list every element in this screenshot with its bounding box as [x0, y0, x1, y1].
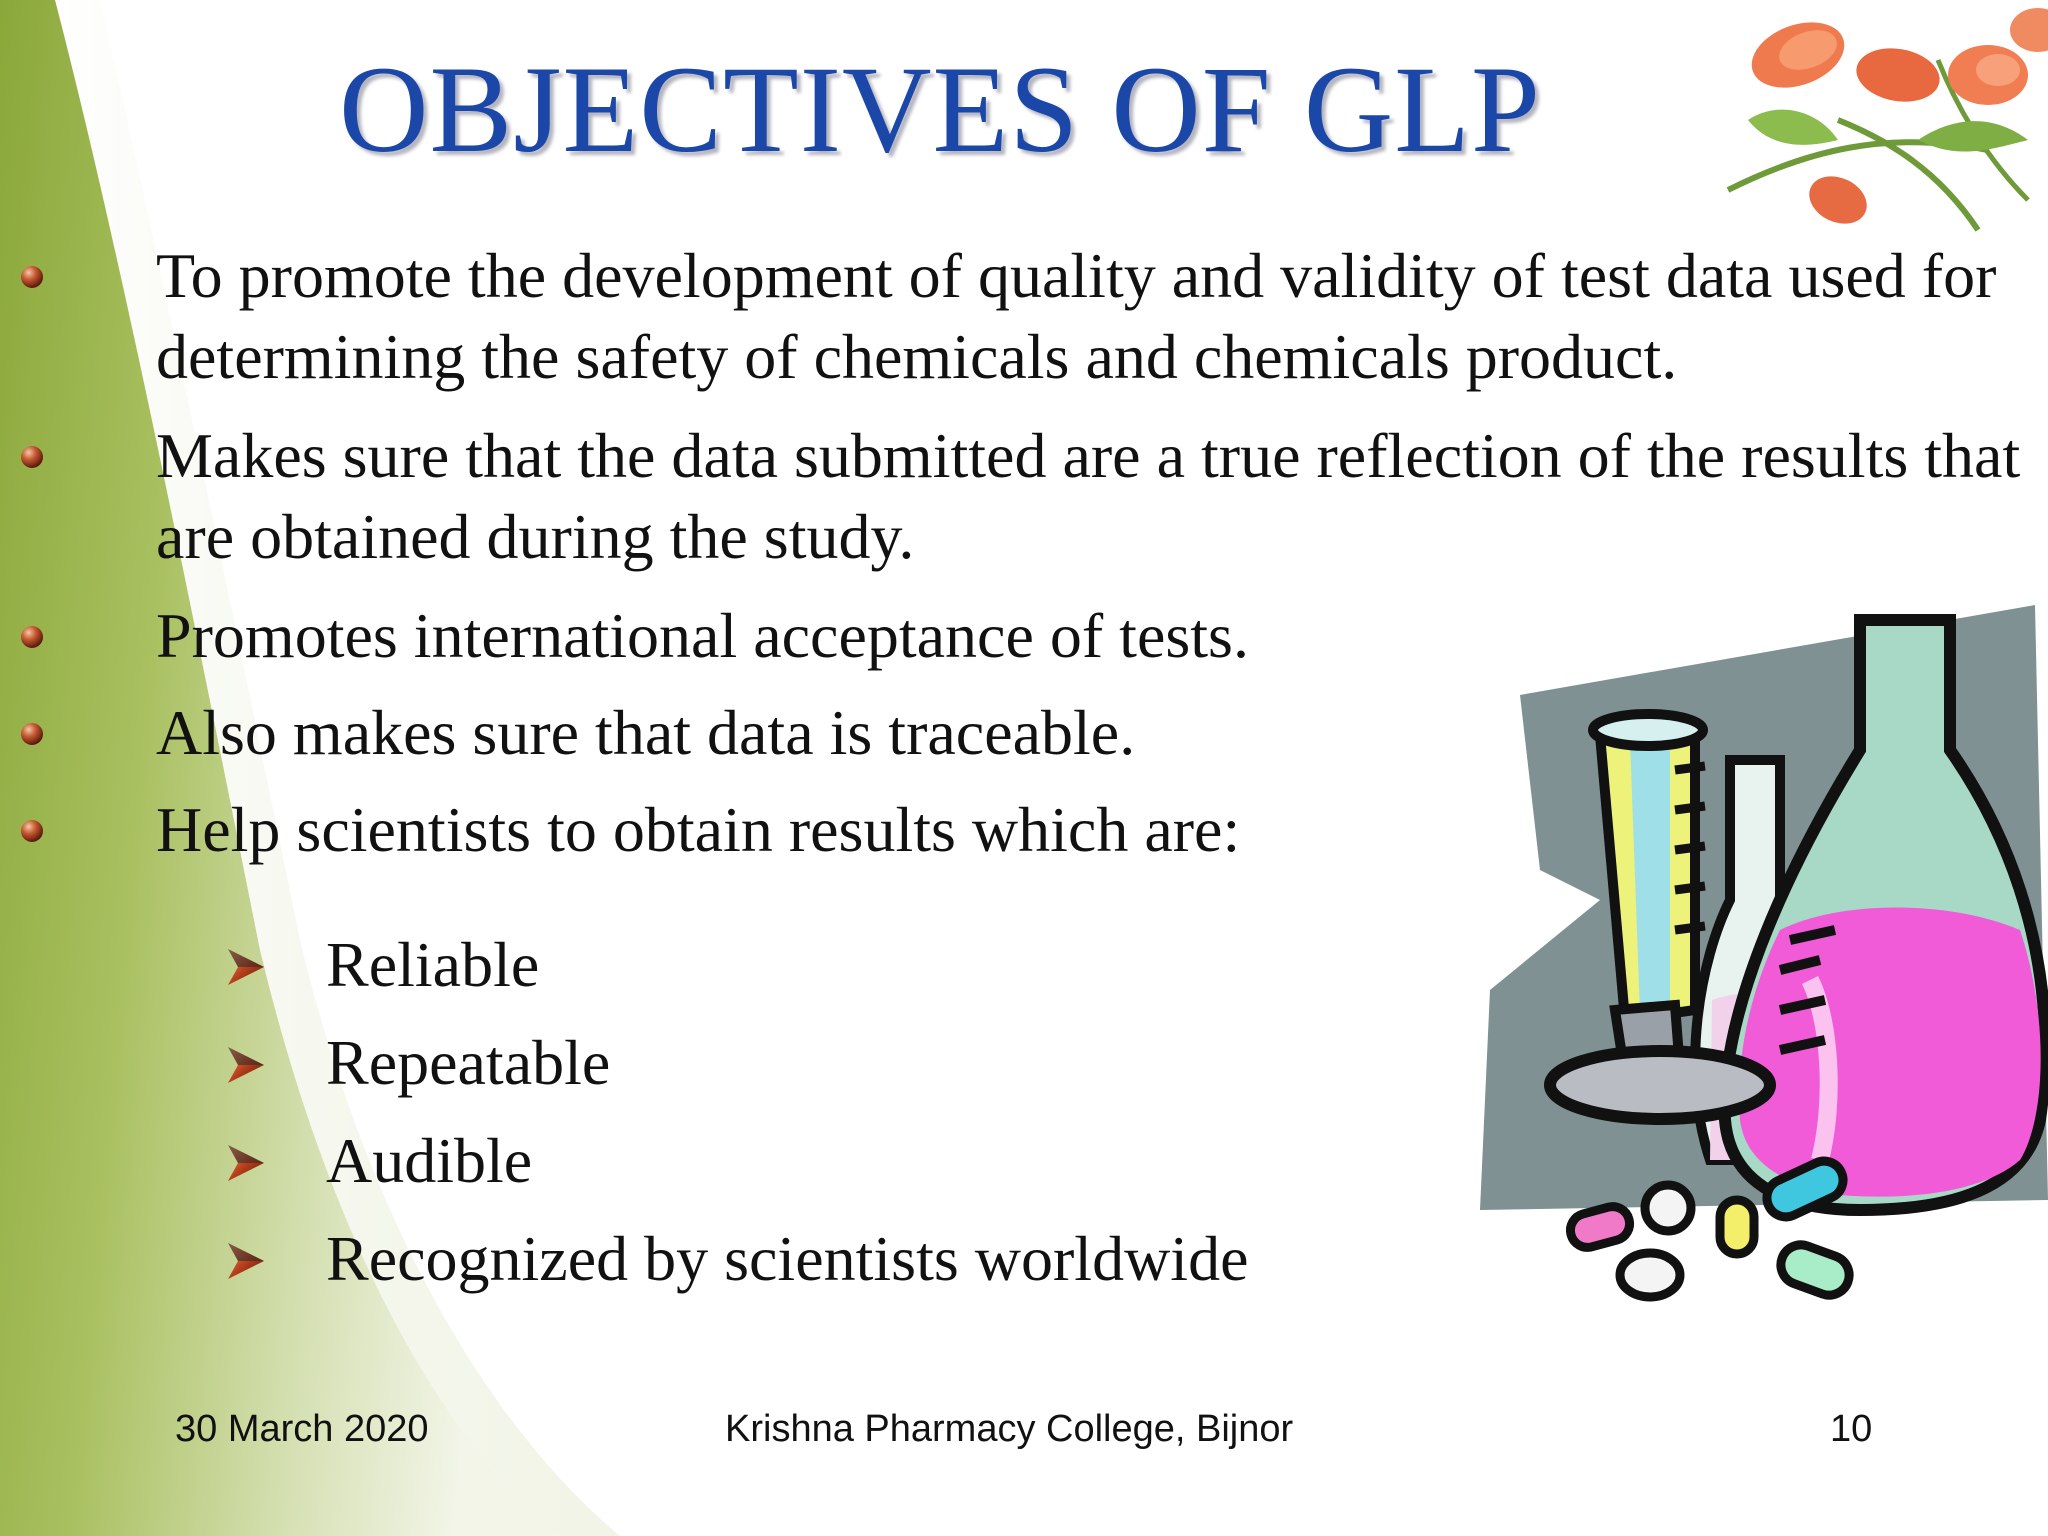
- footer-date: 30 March 2020: [175, 1408, 429, 1450]
- bullet-text: Also makes sure that data is traceable.: [156, 697, 1136, 768]
- orb-bullet-icon: [20, 265, 44, 289]
- orb-bullet-icon: [20, 445, 44, 469]
- arrow-bullet-icon: [224, 1239, 268, 1283]
- subbullet-text: Recognized by scientists worldwide: [326, 1223, 1249, 1294]
- lab-glassware-icon: [1480, 600, 2048, 1330]
- orb-bullet-icon: [20, 819, 44, 843]
- footer-institution: Krishna Pharmacy College, Bijnor: [725, 1408, 1294, 1450]
- arrow-bullet-icon: [224, 945, 268, 989]
- bullet-text: Makes sure that the data submitted are a true reflection of the results that are obtained during the study.: [156, 420, 2021, 572]
- subbullet-item: [0, 1023, 1400, 1103]
- subbullet-item: [0, 1219, 1400, 1299]
- orb-bullet-icon: [20, 625, 44, 649]
- arrow-bullet-icon: [224, 1141, 268, 1185]
- bullet-text: To promote the development of quality and validity of test data used for determining the safety of chemicals and chemicals product.: [156, 240, 1997, 392]
- subbullet-text: Repeatable: [326, 1027, 611, 1098]
- arrow-bullet-icon: [224, 1043, 268, 1087]
- subbullet-text: Reliable: [326, 929, 540, 1000]
- bullet-text: Promotes international acceptance of tests.: [156, 600, 1249, 671]
- subbullet-text: Audible: [326, 1125, 533, 1196]
- subbullet-item: [0, 925, 1400, 1005]
- bullet-text: Help scientists to obtain results which are:: [156, 794, 1241, 865]
- subbullet-item: [0, 1121, 1400, 1201]
- subbullet-list: [0, 925, 1400, 1317]
- bullet-item: [0, 415, 2040, 577]
- bullet-item: [0, 235, 2040, 397]
- page-number: 10: [1830, 1408, 1873, 1450]
- orb-bullet-icon: [20, 722, 44, 746]
- slide-title: OBJECTIVES OF GLP: [338, 41, 1542, 178]
